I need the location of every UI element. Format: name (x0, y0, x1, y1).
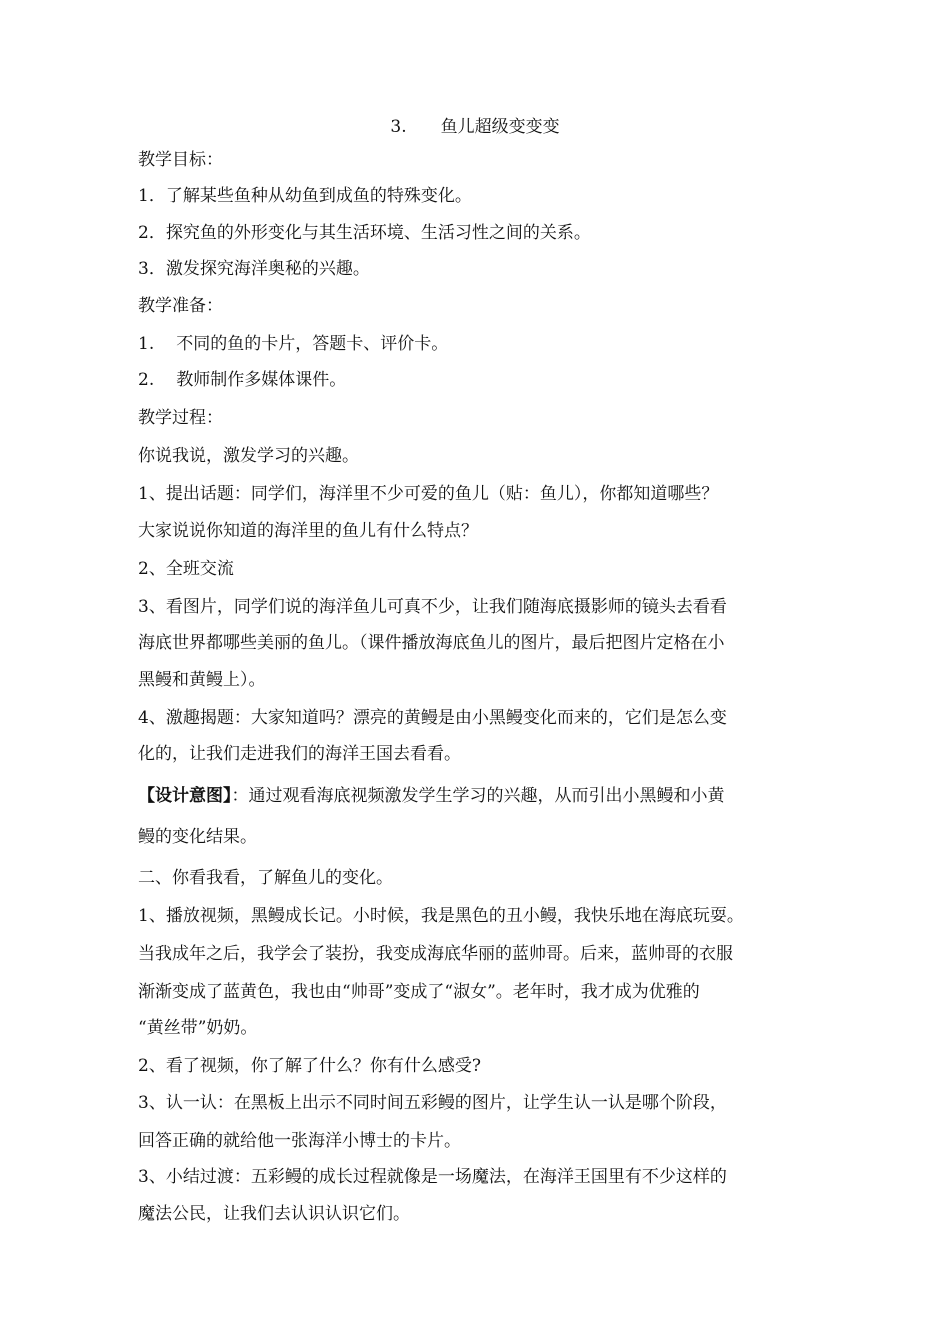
preparation-item-2 (138, 367, 828, 393)
heading-teaching-process: 教学过程： (138, 408, 223, 428)
design-intent-text: ：通过观看海底视频激发学生学习的兴趣，从而引出小黑鳗和小黄 (231, 786, 725, 806)
preparation-item-2-number: 2. (138, 370, 155, 390)
design-intent-line (138, 783, 828, 809)
paragraph-line: 黑鳗和黄鳗上）。 (138, 670, 266, 690)
preparation-item-1-number: 1. (138, 334, 155, 354)
paragraph-line: 1、提出话题：同学们，海洋里不少可爱的鱼儿（贴：鱼儿），你都知道哪些？ (138, 484, 719, 504)
title-number: 3. (390, 117, 407, 137)
design-intent-label: 【设计意图】 (138, 786, 232, 806)
paragraph-line: 3、小结过渡：五彩鳗的成长过程就像是一场魔法，在海洋王国里有不少这样的 (138, 1167, 727, 1187)
paragraph-line: 2、看了视频，你了解了什么？你有什么感受? (138, 1056, 481, 1076)
paragraph-line: 4、激趣揭题：大家知道吗？漂亮的黄鳗是由小黑鳗变化而来的，它们是怎么变 (138, 708, 727, 728)
paragraph-line: 2、全班交流 (138, 559, 234, 579)
paragraph-line: 渐渐变成了蓝黄色，我也由“帅哥”变成了“淑女”。老年时，我才成为优雅的 (138, 982, 700, 1002)
preparation-item-2-text: 教师制作多媒体课件。 (176, 370, 347, 390)
goal-item-2: 2．探究鱼的外形变化与其生活环境、生活习性之间的关系。 (138, 223, 591, 243)
heading-teaching-preparation: 教学准备： (138, 296, 223, 316)
preparation-item-1 (138, 331, 828, 357)
goal-item-1: 1．了解某些鱼种从幼鱼到成鱼的特殊变化。 (138, 186, 472, 206)
paragraph-line: 回答正确的就给他一张海洋小博士的卡片。 (138, 1131, 461, 1151)
paragraph-line: 海底世界都哪些美丽的鱼儿。（课件播放海底鱼儿的图片，最后把图片定格在小 (138, 633, 725, 653)
paragraph-line: 化的，让我们走进我们的海洋王国去看看。 (138, 744, 461, 764)
paragraph-line: 当我成年之后，我学会了装扮，我变成海底华丽的蓝帅哥。后来，蓝帅哥的衣服 (138, 944, 733, 964)
goal-item-3: 3．激发探究海洋奥秘的兴趣。 (138, 259, 370, 279)
paragraph-line: “黄丝带”奶奶。 (138, 1018, 258, 1038)
paragraph-line: 鳗的变化结果。 (138, 827, 257, 847)
document-title (0, 114, 950, 140)
heading-teaching-goals: 教学目标： (138, 150, 223, 170)
preparation-item-1-text: 不同的鱼的卡片，答题卡、评价卡。 (176, 334, 449, 354)
paragraph-line: 1、播放视频，黑鳗成长记。小时候，我是黑色的丑小鳗，我快乐地在海底玩耍。 (138, 906, 744, 926)
paragraph-line: 3、看图片，同学们说的海洋鱼儿可真不少，让我们随海底摄影师的镜头去看看 (138, 597, 727, 617)
title-text: 鱼儿超级变变变 (440, 117, 560, 137)
paragraph-line: 3、认一认：在黑板上出示不同时间五彩鳗的图片，让学生认一认是哪个阶段， (138, 1093, 727, 1113)
section-two-heading: 二、你看我看，了解鱼儿的变化。 (138, 868, 393, 888)
paragraph-line: 魔法公民，让我们去认识认识它们。 (138, 1204, 410, 1224)
section-one-heading: 你说我说，激发学习的兴趣。 (138, 446, 359, 466)
paragraph-line: 大家说说你知道的海洋里的鱼儿有什么特点？ (138, 521, 478, 541)
